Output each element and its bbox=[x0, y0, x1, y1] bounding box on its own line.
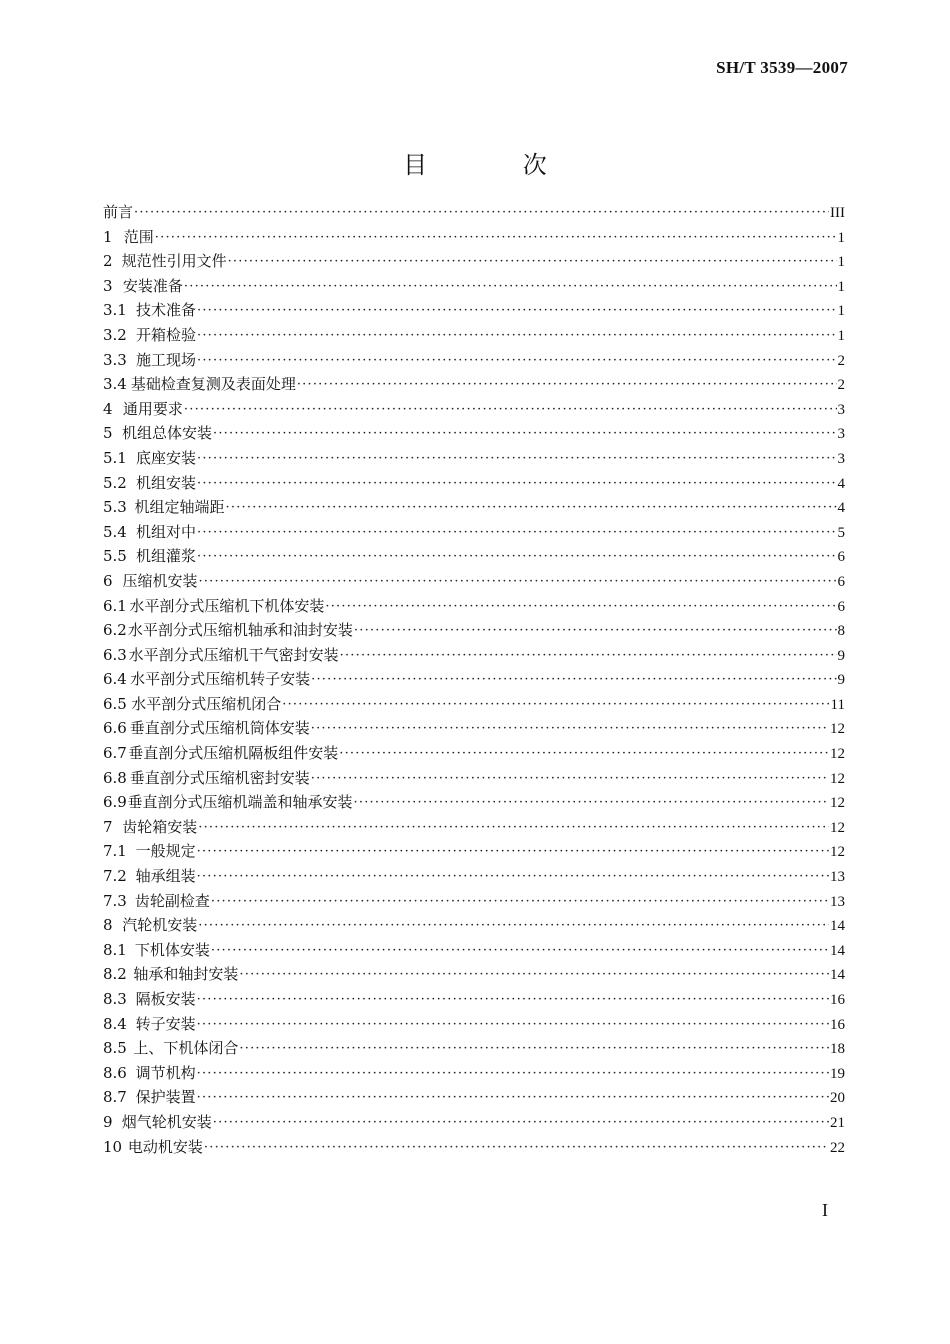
toc-entry-page: 9 bbox=[837, 672, 845, 689]
toc-entry-number: 5.5 bbox=[103, 547, 127, 566]
toc-entry-title: 垂直剖分式压缩机隔板组件安装 bbox=[128, 744, 339, 763]
toc-entry-number: 6.4 bbox=[103, 670, 127, 689]
toc-entry-title: 前言 bbox=[103, 203, 134, 221]
toc-entry[interactable] bbox=[103, 1085, 845, 1110]
toc-entry-page: 1 bbox=[837, 327, 845, 344]
toc-entry-title: 水平剖分式压缩机干气密封安装 bbox=[128, 645, 339, 664]
toc-entry-number: 3.2 bbox=[103, 325, 127, 344]
toc-entry-page: 5 bbox=[837, 524, 845, 541]
toc-entry-title: 水平剖分式压缩机闭合 bbox=[131, 694, 282, 713]
toc-entry-title: 机组安装 bbox=[135, 473, 196, 492]
toc-entry[interactable] bbox=[103, 323, 845, 348]
toc-entry-title: 下机体安装 bbox=[134, 940, 210, 959]
toc-dot-leader bbox=[197, 1061, 829, 1086]
toc-dot-leader bbox=[339, 741, 829, 766]
toc-entry-title: 垂直剖分式压缩机密封安装 bbox=[129, 768, 310, 787]
toc-entry-page: 2 bbox=[837, 352, 845, 369]
toc-entry[interactable] bbox=[103, 913, 845, 938]
toc-entry-page: 6 bbox=[837, 598, 845, 615]
toc-entry-page: 6 bbox=[837, 549, 845, 566]
toc-entry-number: 10 bbox=[103, 1137, 123, 1156]
toc-entry-number: 6 bbox=[103, 571, 113, 590]
toc-entry-title: 机组对中 bbox=[135, 522, 196, 541]
toc-dot-leader bbox=[211, 889, 829, 914]
toc-entry-page: 3 bbox=[837, 450, 845, 467]
toc-entry-title: 水平剖分式压缩机下机体安装 bbox=[129, 596, 325, 615]
toc-entry-page: 9 bbox=[837, 647, 845, 664]
toc-entry-number: 6.9 bbox=[103, 793, 127, 812]
toc-entry-page: 19 bbox=[830, 1065, 845, 1082]
toc-entry-page: 14 bbox=[830, 942, 845, 959]
toc-entry-page: 1 bbox=[837, 278, 845, 295]
toc-dot-leader bbox=[198, 815, 829, 840]
toc-entry-page: 21 bbox=[830, 1114, 845, 1131]
toc-dot-leader bbox=[311, 667, 836, 692]
toc-entry-title: 范围 bbox=[123, 227, 154, 246]
toc-dot-leader bbox=[197, 839, 829, 864]
toc-entry-page: 12 bbox=[830, 844, 845, 861]
toc-dot-leader bbox=[184, 397, 837, 422]
toc-entry-title: 机组定轴端距 bbox=[134, 498, 225, 517]
toc-entry-title: 底座安装 bbox=[135, 448, 196, 467]
toc-entry-page: 16 bbox=[830, 1016, 845, 1033]
toc-dot-leader bbox=[155, 225, 837, 250]
toc-entry-number: 7.2 bbox=[103, 867, 127, 886]
toc-entry-title: 隔板安装 bbox=[135, 990, 196, 1008]
toc-entry-number: 8.4 bbox=[103, 1014, 127, 1033]
toc-entry-title: 上、下机体闭合 bbox=[133, 1039, 239, 1058]
toc-dot-leader bbox=[228, 249, 837, 274]
toc-dot-leader bbox=[204, 1135, 829, 1160]
toc-entry-number: 6.6 bbox=[103, 719, 127, 738]
toc-entry-title: 机组灌浆 bbox=[135, 547, 196, 566]
toc-entry-page: 16 bbox=[830, 992, 845, 1008]
toc-entry[interactable] bbox=[103, 1061, 845, 1086]
toc-entry-number: 8 bbox=[103, 916, 113, 935]
toc-entry-page: 1 bbox=[837, 254, 845, 271]
toc-entry-number: 1 bbox=[103, 227, 113, 246]
toc-entry-number: 5 bbox=[103, 424, 113, 443]
toc-dot-leader bbox=[325, 594, 836, 619]
toc-entry-number: 5.2 bbox=[103, 473, 127, 492]
toc-entry-number: 3 bbox=[103, 276, 113, 295]
toc-entry[interactable] bbox=[103, 274, 845, 299]
toc-entry[interactable] bbox=[103, 889, 845, 914]
toc-entry-page: 12 bbox=[830, 795, 845, 812]
toc-entry-number: 2 bbox=[103, 252, 113, 271]
toc-entry-title: 技术准备 bbox=[135, 301, 196, 320]
toc-entry[interactable] bbox=[103, 397, 845, 422]
toc-entry-number: 7.3 bbox=[103, 891, 127, 910]
toc-entry-title: 水平剖分式压缩机轴承和油封安装 bbox=[127, 621, 353, 640]
toc-entry-page: 11 bbox=[830, 696, 845, 713]
toc-entry-page: 22 bbox=[830, 1139, 845, 1156]
toc-entry[interactable] bbox=[103, 594, 845, 619]
toc-dot-leader bbox=[354, 618, 837, 643]
toc-dot-leader bbox=[197, 471, 837, 496]
toc-entry[interactable] bbox=[103, 372, 845, 397]
toc-dot-leader bbox=[282, 692, 829, 717]
toc-entry-number: 4 bbox=[103, 399, 113, 418]
toc-dot-leader bbox=[311, 716, 829, 741]
toc-dot-leader bbox=[184, 274, 837, 299]
toc-dot-leader bbox=[226, 495, 837, 520]
toc-entry-page: 12 bbox=[830, 819, 845, 836]
toc-entry-page: 1 bbox=[837, 229, 845, 246]
toc-entry[interactable] bbox=[103, 1012, 845, 1037]
toc-entry[interactable] bbox=[103, 200, 845, 225]
toc-dot-leader bbox=[197, 298, 837, 323]
toc-entry-number: 7.1 bbox=[103, 842, 127, 861]
toc-entry-page: 12 bbox=[830, 746, 845, 763]
toc-entry-number: 6.1 bbox=[103, 596, 127, 615]
toc-dot-leader bbox=[197, 864, 829, 889]
toc-entry-page: 8 bbox=[837, 623, 845, 640]
toc-entry-page: 13 bbox=[830, 869, 845, 886]
toc-entry-number: 8.7 bbox=[103, 1088, 127, 1107]
toc-entry-title: 基础检查复测及表面处理 bbox=[130, 375, 296, 394]
toc-dot-leader bbox=[340, 643, 837, 668]
toc-dot-leader bbox=[197, 987, 829, 1012]
toc-entry-number: 8.2 bbox=[103, 965, 127, 984]
toc-entry-page: 1 bbox=[837, 303, 845, 320]
toc-entry[interactable] bbox=[103, 618, 845, 643]
toc-entry[interactable] bbox=[103, 1135, 845, 1160]
toc-entry-title: 汽轮机安装 bbox=[122, 916, 198, 935]
toc-entry[interactable] bbox=[103, 446, 845, 471]
toc-entry-page: III bbox=[830, 205, 845, 221]
toc-entry-title: 垂直剖分式压缩机端盖和轴承安装 bbox=[127, 793, 353, 812]
toc-entry-title: 通用要求 bbox=[122, 399, 183, 418]
toc-entry[interactable] bbox=[103, 348, 845, 373]
toc-entry-title: 转子安装 bbox=[135, 1014, 196, 1033]
toc-entry-title: 开箱检验 bbox=[135, 325, 196, 344]
toc-entry-page: 12 bbox=[830, 721, 845, 738]
toc-entry-title: 压缩机安装 bbox=[122, 571, 198, 590]
toc-dot-leader bbox=[197, 446, 837, 471]
toc-dot-leader bbox=[197, 323, 837, 348]
toc-entry-number: 8.1 bbox=[103, 940, 127, 959]
standard-code: SH/T 3539—2007 bbox=[716, 58, 848, 77]
toc-entry[interactable] bbox=[103, 692, 845, 717]
toc-entry-number: 3.3 bbox=[103, 350, 127, 369]
toc-entry[interactable] bbox=[103, 839, 845, 864]
toc-entry-title: 齿轮副检查 bbox=[134, 891, 210, 910]
toc-entry-number: 6.8 bbox=[103, 768, 127, 787]
toc-entry-number: 3.1 bbox=[103, 301, 127, 320]
toc-entry-page: 2 bbox=[837, 377, 845, 394]
table-of-contents bbox=[103, 200, 845, 1159]
toc-entry-page: 3 bbox=[837, 401, 845, 418]
toc-entry[interactable] bbox=[103, 495, 845, 520]
toc-entry[interactable] bbox=[103, 1036, 845, 1061]
toc-entry-title: 电动机安装 bbox=[127, 1137, 203, 1156]
toc-entry[interactable] bbox=[103, 741, 845, 766]
toc-entry-number: 6.3 bbox=[103, 645, 127, 664]
toc-entry-title: 齿轮箱安装 bbox=[122, 817, 198, 836]
toc-entry[interactable] bbox=[103, 766, 845, 791]
toc-dot-leader bbox=[197, 1012, 829, 1037]
toc-entry[interactable] bbox=[103, 643, 845, 668]
toc-entry[interactable] bbox=[103, 938, 845, 963]
toc-entry-page: 12 bbox=[830, 770, 845, 787]
toc-entry-page: 4 bbox=[837, 475, 845, 492]
toc-entry-number: 5.3 bbox=[103, 498, 127, 517]
toc-entry-title: 烟气轮机安装 bbox=[121, 1112, 212, 1131]
toc-entry-title: 水平剖分式压缩机转子安装 bbox=[130, 670, 311, 689]
toc-dot-leader bbox=[297, 372, 837, 397]
toc-entry-page: 4 bbox=[837, 500, 845, 517]
toc-entry-number: 5.1 bbox=[103, 448, 127, 467]
toc-entry-number: 7 bbox=[103, 817, 113, 836]
toc-entry[interactable] bbox=[103, 544, 845, 569]
toc-entry-page: 14 bbox=[830, 967, 845, 984]
toc-entry[interactable] bbox=[103, 471, 845, 496]
toc-entry-title: 轴承和轴封安装 bbox=[133, 965, 239, 984]
toc-entry-page: 14 bbox=[830, 918, 845, 935]
page-number: I bbox=[822, 1200, 828, 1220]
toc-dot-leader bbox=[197, 348, 837, 373]
toc-dot-leader bbox=[197, 520, 837, 545]
toc-entry-title: 施工现场 bbox=[135, 350, 196, 369]
toc-entry[interactable] bbox=[103, 790, 845, 815]
toc-entry[interactable] bbox=[103, 815, 845, 840]
toc-entry-number: 8.3 bbox=[103, 990, 127, 1008]
toc-entry[interactable] bbox=[103, 987, 845, 1012]
toc-entry-title: 调节机构 bbox=[135, 1063, 196, 1082]
page-title: 目 次 bbox=[403, 151, 591, 179]
toc-entry[interactable] bbox=[103, 520, 845, 545]
toc-entry[interactable] bbox=[103, 962, 845, 987]
toc-entry[interactable] bbox=[103, 421, 845, 446]
toc-entry-page: 13 bbox=[830, 893, 845, 910]
toc-dot-leader bbox=[134, 200, 829, 225]
toc-dot-leader bbox=[197, 1085, 829, 1110]
toc-entry-title: 安装准备 bbox=[122, 276, 183, 295]
toc-dot-leader bbox=[239, 1036, 829, 1061]
toc-entry-number: 8.6 bbox=[103, 1063, 127, 1082]
toc-entry-page: 20 bbox=[830, 1090, 845, 1107]
toc-entry-title: 保护装置 bbox=[135, 1088, 196, 1107]
toc-entry[interactable] bbox=[103, 667, 845, 692]
toc-entry[interactable] bbox=[103, 1110, 845, 1135]
toc-dot-leader bbox=[197, 544, 837, 569]
toc-entry-page: 6 bbox=[837, 573, 845, 590]
toc-entry-title: 机组总体安装 bbox=[122, 424, 213, 443]
toc-entry-number: 6.7 bbox=[103, 744, 127, 763]
toc-entry-number: 8.5 bbox=[103, 1039, 127, 1058]
toc-dot-leader bbox=[311, 766, 829, 791]
toc-entry-page: 3 bbox=[837, 426, 845, 443]
toc-entry[interactable] bbox=[103, 864, 845, 889]
toc-entry-number: 6.5 bbox=[103, 694, 127, 713]
toc-entry[interactable] bbox=[103, 569, 845, 594]
toc-entry[interactable] bbox=[103, 249, 845, 274]
toc-entry-title: 一般规定 bbox=[135, 842, 196, 861]
toc-entry-title: 轴承组装 bbox=[135, 867, 196, 886]
toc-dot-leader bbox=[198, 913, 829, 938]
toc-entry-title: 垂直剖分式压缩机筒体安装 bbox=[129, 719, 310, 738]
toc-dot-leader bbox=[239, 962, 829, 987]
toc-dot-leader bbox=[354, 790, 829, 815]
toc-entry-number: 9 bbox=[103, 1112, 113, 1131]
toc-entry-number: 5.4 bbox=[103, 522, 127, 541]
toc-entry-title: 规范性引用文件 bbox=[121, 252, 227, 271]
toc-dot-leader bbox=[198, 569, 836, 594]
toc-entry-page: 18 bbox=[830, 1041, 845, 1058]
toc-entry[interactable] bbox=[103, 298, 845, 323]
toc-entry-number: 6.2 bbox=[103, 621, 127, 640]
toc-dot-leader bbox=[211, 938, 829, 963]
toc-dot-leader bbox=[213, 421, 836, 446]
toc-entry-number: 3.4 bbox=[103, 375, 127, 394]
toc-entry[interactable] bbox=[103, 716, 845, 741]
toc-dot-leader bbox=[213, 1110, 829, 1135]
toc-entry[interactable] bbox=[103, 225, 845, 250]
